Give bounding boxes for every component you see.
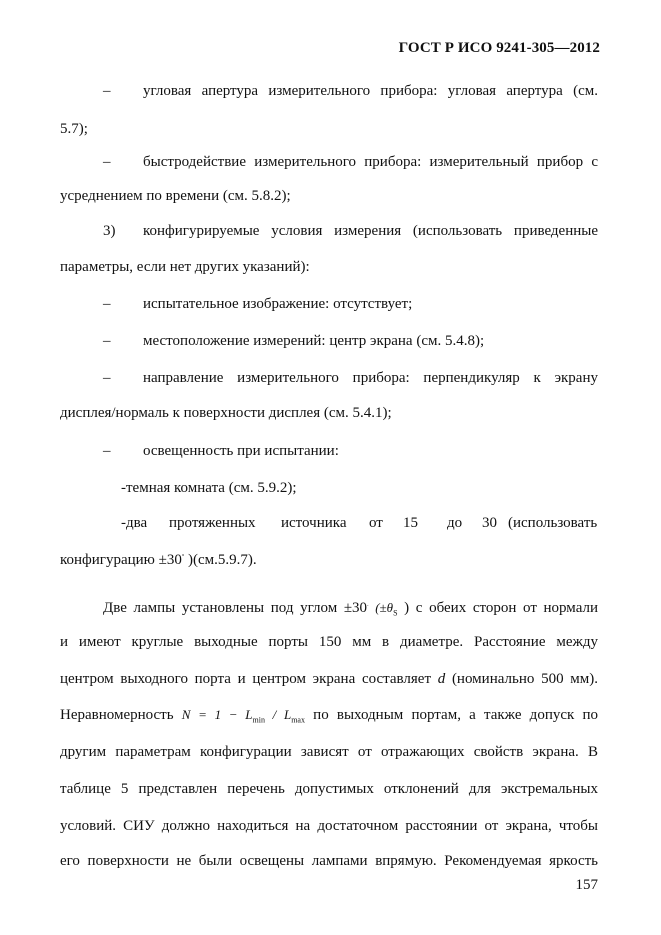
paragraph-text: по выходным портам, а также допуск по	[313, 707, 599, 723]
list-dash: –	[103, 296, 111, 312]
paragraph-text: (номинально 500 мм).	[451, 671, 598, 687]
sub-word: протяженных	[169, 515, 256, 531]
paragraph-text: ) с обеих сторон от нормали	[404, 600, 598, 616]
list-item-text: угловая апертура измерительного прибора: угловая апертура (см.	[143, 83, 598, 99]
paragraph-line: таблице 5 представлен перечень допустимых отклонений для экстремальных	[60, 781, 598, 797]
paragraph-line: его поверхности не были освещены лампами впрямую. Рекомендуемая яркость	[60, 853, 598, 869]
paragraph-text: Неравномерность	[60, 707, 174, 723]
sub-word: от	[369, 515, 383, 531]
paragraph-line: условий. СИУ должно находиться на достаточном расстоянии от экрана, чтобы	[60, 818, 598, 834]
list-item-text: испытательное изображение: отсутствует;	[143, 296, 413, 312]
paragraph-line: и имеют круглые выходные порты 150 мм в диаметре. Расстояние между	[60, 634, 598, 650]
paragraph-text: Две лампы установлены под углом ±30	[103, 600, 368, 616]
paragraph-line	[60, 670, 598, 688]
sub-word: 30	[482, 515, 497, 531]
list-item-text: конфигурируемые условия измерения (использовать приведенные	[143, 223, 598, 239]
list-dash: –	[103, 83, 111, 99]
list-item-continuation: дисплея/нормаль к поверхности дисплея (см. 5.4.1);	[60, 405, 392, 421]
paragraph-line: другим параметрам конфигурации зависят от отражающих свойств экрана. В	[60, 744, 598, 760]
paragraph-line	[103, 596, 598, 623]
sub-cont-text-end: )(см.5.9.7).	[184, 552, 257, 568]
sub-word: -два	[121, 515, 148, 531]
superscript-dot: .	[367, 602, 369, 608]
paragraph-text: центром выходного порта и центром экрана составляет	[60, 671, 432, 687]
sub-word: источника	[281, 515, 347, 531]
sub-cont-text: конфигурацию ±30	[60, 552, 182, 568]
list-item-text: направление измерительного прибора: перпендикуляр к экрану	[143, 370, 598, 386]
list-dash: –	[103, 154, 111, 170]
sub-word: до	[447, 515, 463, 531]
list-dash: –	[103, 370, 111, 386]
list-item-text: освещенность при испытании:	[143, 443, 339, 459]
sub-list-item: -темная комната (см. 5.9.2);	[121, 480, 297, 496]
degree-mark: °	[181, 554, 185, 560]
list-item-continuation: усреднением по времени (см. 5.8.2);	[60, 188, 291, 204]
math-theta: ($\pm\theta_S$	[375, 600, 398, 618]
math-formula: $N = 1 - L_{min} / L_{max}$	[181, 707, 305, 725]
variable-d: d	[437, 671, 446, 687]
list-dash: –	[103, 333, 111, 349]
paragraph-line	[60, 706, 598, 730]
sub-list-item-continuation	[60, 548, 598, 569]
sub-word: (использовать	[508, 515, 598, 531]
list-dash: –	[103, 443, 111, 459]
page-number: 157	[575, 877, 598, 893]
list-number: 3)	[103, 223, 116, 239]
sub-word: 15	[403, 515, 418, 531]
list-item-text: местоположение измерений: центр экрана (см. 5.4.8);	[143, 333, 485, 349]
page-header: ГОСТ Р ИСО 9241-305—2012	[398, 40, 600, 56]
list-item-text: быстродействие измерительного прибора: измерительный прибор с	[143, 154, 598, 170]
list-item-continuation: 5.7);	[60, 121, 88, 137]
list-item-continuation: параметры, если нет других указаний):	[60, 259, 310, 275]
